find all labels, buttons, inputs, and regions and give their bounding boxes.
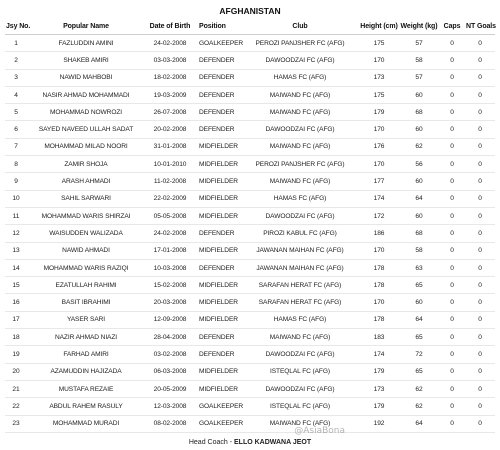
cell-nt-goals: 0 [465, 380, 495, 397]
cell-caps: 0 [439, 225, 465, 242]
cell-jsy-no: 22 [5, 398, 27, 415]
cell-weight: 72 [399, 346, 439, 363]
cell-jsy-no: 19 [5, 346, 27, 363]
cell-caps: 0 [439, 294, 465, 311]
header-jsy-no: Jsy No. [5, 19, 27, 35]
cell-date-of-birth: 11-02-2008 [145, 173, 195, 190]
cell-nt-goals: 0 [465, 363, 495, 380]
cell-height: 183 [359, 329, 399, 346]
cell-date-of-birth: 06-03-2008 [145, 363, 195, 380]
cell-position: DEFENDER [195, 86, 241, 103]
cell-date-of-birth: 10-03-2008 [145, 259, 195, 276]
cell-popular-name: SAYED NAVEED ULLAH SADAT [27, 121, 145, 138]
cell-height: 170 [359, 121, 399, 138]
cell-date-of-birth: 05-05-2008 [145, 207, 195, 224]
cell-club: MAIWAND FC (AFG) [241, 415, 359, 432]
cell-height: 177 [359, 173, 399, 190]
cell-weight: 60 [399, 121, 439, 138]
cell-club: DAWOODZAI FC (AFG) [241, 346, 359, 363]
cell-weight: 63 [399, 259, 439, 276]
cell-position: MIDFIELDER [195, 294, 241, 311]
table-row [5, 259, 495, 276]
cell-popular-name: SAHIL SARWARI [27, 190, 145, 207]
cell-jsy-no: 11 [5, 207, 27, 224]
cell-club: PEROZI PANJSHER FC (AFG) [241, 156, 359, 173]
cell-club: HAMAS FC (AFG) [241, 311, 359, 328]
table-row [5, 138, 495, 155]
cell-jsy-no: 14 [5, 259, 27, 276]
cell-position: MIDFIELDER [195, 173, 241, 190]
cell-weight: 58 [399, 242, 439, 259]
cell-nt-goals: 0 [465, 346, 495, 363]
cell-weight: 57 [399, 69, 439, 86]
cell-nt-goals: 0 [465, 398, 495, 415]
cell-nt-goals: 0 [465, 190, 495, 207]
cell-club: DAWOODZAI FC (AFG) [241, 207, 359, 224]
cell-date-of-birth: 26-07-2008 [145, 104, 195, 121]
cell-club: DAWOODZAI FC (AFG) [241, 52, 359, 69]
cell-jsy-no: 17 [5, 311, 27, 328]
cell-club: DAWOODZAI FC (AFG) [241, 380, 359, 397]
table-row [5, 156, 495, 173]
cell-club: MAIWAND FC (AFG) [241, 86, 359, 103]
cell-height: 170 [359, 156, 399, 173]
cell-date-of-birth: 22-02-2009 [145, 190, 195, 207]
cell-nt-goals: 0 [465, 173, 495, 190]
cell-nt-goals: 0 [465, 86, 495, 103]
cell-height: 179 [359, 363, 399, 380]
cell-position: DEFENDER [195, 69, 241, 86]
header-weight: Weight (kg) [399, 19, 439, 35]
cell-height: 192 [359, 415, 399, 432]
cell-position: MIDFIELDER [195, 363, 241, 380]
cell-club: HAMAS FC (AFG) [241, 69, 359, 86]
cell-nt-goals: 0 [465, 156, 495, 173]
cell-nt-goals: 0 [465, 311, 495, 328]
cell-caps: 0 [439, 311, 465, 328]
cell-weight: 60 [399, 86, 439, 103]
cell-weight: 62 [399, 380, 439, 397]
cell-weight: 60 [399, 207, 439, 224]
cell-club: JAWANAN MAIHAN FC (AFG) [241, 259, 359, 276]
cell-nt-goals: 0 [465, 138, 495, 155]
header-row [5, 19, 495, 35]
table-body [5, 35, 495, 433]
cell-club: MAIWAND FC (AFG) [241, 138, 359, 155]
cell-nt-goals: 0 [465, 277, 495, 294]
cell-popular-name: MOHAMMAD NOWROZI [27, 104, 145, 121]
cell-caps: 0 [439, 52, 465, 69]
cell-club: HAMAS FC (AFG) [241, 190, 359, 207]
table-row [5, 242, 495, 259]
cell-position: MIDFIELDER [195, 311, 241, 328]
cell-position: DEFENDER [195, 225, 241, 242]
table-row [5, 398, 495, 415]
cell-nt-goals: 0 [465, 294, 495, 311]
cell-popular-name: MOHAMMAD WARIS RAZIQI [27, 259, 145, 276]
cell-position: DEFENDER [195, 121, 241, 138]
cell-height: 174 [359, 346, 399, 363]
cell-caps: 0 [439, 242, 465, 259]
cell-popular-name: MOHAMMAD MURADI [27, 415, 145, 432]
header-date-of-birth: Date of Birth [145, 19, 195, 35]
cell-club: JAWANAN MAIHAN FC (AFG) [241, 242, 359, 259]
cell-date-of-birth: 03-03-2008 [145, 52, 195, 69]
cell-weight: 60 [399, 173, 439, 190]
squad-table [5, 19, 495, 433]
cell-caps: 0 [439, 35, 465, 52]
cell-popular-name: NAWID MAHBOBI [27, 69, 145, 86]
cell-popular-name: BASIT IBRAHIMI [27, 294, 145, 311]
cell-caps: 0 [439, 259, 465, 276]
cell-weight: 68 [399, 225, 439, 242]
table-row [5, 363, 495, 380]
cell-position: DEFENDER [195, 52, 241, 69]
cell-position: DEFENDER [195, 329, 241, 346]
cell-date-of-birth: 12-03-2008 [145, 398, 195, 415]
cell-caps: 0 [439, 121, 465, 138]
cell-jsy-no: 5 [5, 104, 27, 121]
cell-weight: 65 [399, 363, 439, 380]
header-nt-goals: NT Goals [465, 19, 495, 35]
cell-height: 179 [359, 104, 399, 121]
cell-popular-name: ZAMIR SHOJA [27, 156, 145, 173]
cell-jsy-no: 4 [5, 86, 27, 103]
cell-weight: 60 [399, 294, 439, 311]
table-row [5, 277, 495, 294]
cell-position: GOALKEEPER [195, 415, 241, 432]
cell-caps: 0 [439, 138, 465, 155]
cell-club: SARAFAN HERAT FC (AFG) [241, 294, 359, 311]
watermark: @AsiaBona [294, 426, 345, 436]
cell-position: MIDFIELDER [195, 242, 241, 259]
cell-popular-name: MUSTAFA REZAIE [27, 380, 145, 397]
cell-jsy-no: 7 [5, 138, 27, 155]
cell-popular-name: FAZLUDDIN AMINI [27, 35, 145, 52]
cell-weight: 62 [399, 138, 439, 155]
cell-popular-name: ARASH AHMADI [27, 173, 145, 190]
cell-date-of-birth: 24-02-2008 [145, 35, 195, 52]
cell-popular-name: ABDUL RAHEM RASULY [27, 398, 145, 415]
cell-weight: 68 [399, 104, 439, 121]
table-row [5, 69, 495, 86]
cell-caps: 0 [439, 329, 465, 346]
cell-position: MIDFIELDER [195, 156, 241, 173]
cell-club: MAIWAND FC (AFG) [241, 329, 359, 346]
table-row [5, 415, 495, 432]
cell-club: ISTEQLAL FC (AFG) [241, 398, 359, 415]
table-row [5, 86, 495, 103]
table-row [5, 380, 495, 397]
cell-club: MAIWAND FC (AFG) [241, 173, 359, 190]
cell-height: 178 [359, 277, 399, 294]
cell-weight: 56 [399, 156, 439, 173]
table-row [5, 294, 495, 311]
cell-nt-goals: 0 [465, 329, 495, 346]
cell-height: 170 [359, 294, 399, 311]
cell-date-of-birth: 20-05-2009 [145, 380, 195, 397]
cell-jsy-no: 9 [5, 173, 27, 190]
cell-date-of-birth: 15-02-2008 [145, 277, 195, 294]
cell-date-of-birth: 08-02-2008 [145, 415, 195, 432]
cell-nt-goals: 0 [465, 242, 495, 259]
cell-club: SARAFAN HERAT FC (AFG) [241, 277, 359, 294]
table-row [5, 35, 495, 52]
cell-position: MIDFIELDER [195, 138, 241, 155]
cell-position: DEFENDER [195, 346, 241, 363]
cell-date-of-birth: 28-04-2008 [145, 329, 195, 346]
cell-date-of-birth: 17-01-2008 [145, 242, 195, 259]
cell-club: PIROZI KABUL FC (AFG) [241, 225, 359, 242]
cell-position: DEFENDER [195, 104, 241, 121]
cell-club: MAIWAND FC (AFG) [241, 104, 359, 121]
cell-position: MIDFIELDER [195, 277, 241, 294]
cell-jsy-no: 21 [5, 380, 27, 397]
cell-position: MIDFIELDER [195, 190, 241, 207]
header-club: Club [241, 19, 359, 35]
table-row [5, 329, 495, 346]
cell-date-of-birth: 03-02-2008 [145, 346, 195, 363]
cell-popular-name: NAWID AHMADI [27, 242, 145, 259]
cell-height: 179 [359, 398, 399, 415]
header-position: Position [195, 19, 241, 35]
table-row [5, 121, 495, 138]
cell-caps: 0 [439, 380, 465, 397]
cell-jsy-no: 12 [5, 225, 27, 242]
cell-height: 170 [359, 242, 399, 259]
cell-height: 175 [359, 35, 399, 52]
cell-height: 175 [359, 86, 399, 103]
cell-weight: 64 [399, 311, 439, 328]
header-height: Height (cm) [359, 19, 399, 35]
cell-weight: 57 [399, 35, 439, 52]
head-coach-name: ELLO KADWANA JEOT [234, 438, 312, 446]
cell-caps: 0 [439, 363, 465, 380]
cell-nt-goals: 0 [465, 207, 495, 224]
cell-caps: 0 [439, 69, 465, 86]
cell-height: 173 [359, 69, 399, 86]
cell-date-of-birth: 12-09-2008 [145, 311, 195, 328]
cell-date-of-birth: 19-03-2009 [145, 86, 195, 103]
table-row [5, 207, 495, 224]
cell-nt-goals: 0 [465, 35, 495, 52]
cell-jsy-no: 15 [5, 277, 27, 294]
cell-nt-goals: 0 [465, 69, 495, 86]
cell-popular-name: MOHAMMAD MILAD NOORI [27, 138, 145, 155]
cell-weight: 65 [399, 329, 439, 346]
cell-position: MIDFIELDER [195, 207, 241, 224]
cell-height: 178 [359, 259, 399, 276]
cell-caps: 0 [439, 415, 465, 432]
cell-popular-name: WAISUDDEN WALIZADA [27, 225, 145, 242]
cell-caps: 0 [439, 104, 465, 121]
table-row [5, 311, 495, 328]
head-coach-label: Head Coach - [188, 438, 234, 446]
cell-position: DEFENDER [195, 259, 241, 276]
table-row [5, 52, 495, 69]
cell-date-of-birth: 31-01-2008 [145, 138, 195, 155]
cell-nt-goals: 0 [465, 259, 495, 276]
cell-weight: 62 [399, 398, 439, 415]
table-row [5, 104, 495, 121]
cell-height: 172 [359, 207, 399, 224]
table-row [5, 346, 495, 363]
cell-caps: 0 [439, 156, 465, 173]
cell-popular-name: SHAKEB AMIRI [27, 52, 145, 69]
cell-date-of-birth: 18-02-2008 [145, 69, 195, 86]
cell-caps: 0 [439, 277, 465, 294]
cell-height: 170 [359, 52, 399, 69]
cell-caps: 0 [439, 207, 465, 224]
cell-club: DAWOODZAI FC (AFG) [241, 121, 359, 138]
cell-jsy-no: 6 [5, 121, 27, 138]
cell-club: PEROZI PANJSHER FC (AFG) [241, 35, 359, 52]
cell-jsy-no: 8 [5, 156, 27, 173]
cell-date-of-birth: 20-03-2008 [145, 294, 195, 311]
cell-jsy-no: 18 [5, 329, 27, 346]
cell-jsy-no: 20 [5, 363, 27, 380]
cell-club: ISTEQLAL FC (AFG) [241, 363, 359, 380]
cell-caps: 0 [439, 190, 465, 207]
cell-jsy-no: 3 [5, 69, 27, 86]
cell-caps: 0 [439, 398, 465, 415]
header-popular-name: Popular Name [27, 19, 145, 35]
cell-jsy-no: 23 [5, 415, 27, 432]
cell-popular-name: FARHAD AMIRI [27, 346, 145, 363]
cell-weight: 64 [399, 415, 439, 432]
cell-caps: 0 [439, 346, 465, 363]
cell-jsy-no: 16 [5, 294, 27, 311]
cell-popular-name: MOHAMMAD WARIS SHIRZAI [27, 207, 145, 224]
cell-popular-name: NASIR AHMAD MOHAMMADI [27, 86, 145, 103]
cell-weight: 58 [399, 52, 439, 69]
head-coach-line [5, 435, 495, 450]
cell-height: 186 [359, 225, 399, 242]
cell-date-of-birth: 24-02-2008 [145, 225, 195, 242]
header-caps: Caps [439, 19, 465, 35]
cell-nt-goals: 0 [465, 121, 495, 138]
cell-position: MIDFIELDER [195, 380, 241, 397]
cell-jsy-no: 2 [5, 52, 27, 69]
table-row [5, 173, 495, 190]
cell-nt-goals: 0 [465, 104, 495, 121]
cell-position: GOALKEEPER [195, 35, 241, 52]
table-header [5, 19, 495, 35]
cell-popular-name: NAZIR AHMAD NIAZI [27, 329, 145, 346]
table-row [5, 225, 495, 242]
cell-position: GOALKEEPER [195, 398, 241, 415]
team-title: AFGHANISTAN [219, 6, 281, 16]
cell-height: 176 [359, 138, 399, 155]
cell-jsy-no: 1 [5, 35, 27, 52]
cell-height: 178 [359, 311, 399, 328]
cell-weight: 64 [399, 190, 439, 207]
cell-nt-goals: 0 [465, 415, 495, 432]
cell-caps: 0 [439, 86, 465, 103]
cell-weight: 65 [399, 277, 439, 294]
cell-popular-name: AZAMUDDIN HAJIZADA [27, 363, 145, 380]
cell-nt-goals: 0 [465, 225, 495, 242]
cell-height: 173 [359, 380, 399, 397]
cell-date-of-birth: 20-02-2008 [145, 121, 195, 138]
cell-date-of-birth: 10-01-2010 [145, 156, 195, 173]
cell-caps: 0 [439, 173, 465, 190]
cell-popular-name: EZATULLAH RAHIMI [27, 277, 145, 294]
cell-jsy-no: 13 [5, 242, 27, 259]
cell-jsy-no: 10 [5, 190, 27, 207]
cell-popular-name: YASER SARI [27, 311, 145, 328]
cell-nt-goals: 0 [465, 52, 495, 69]
cell-height: 174 [359, 190, 399, 207]
table-row [5, 190, 495, 207]
